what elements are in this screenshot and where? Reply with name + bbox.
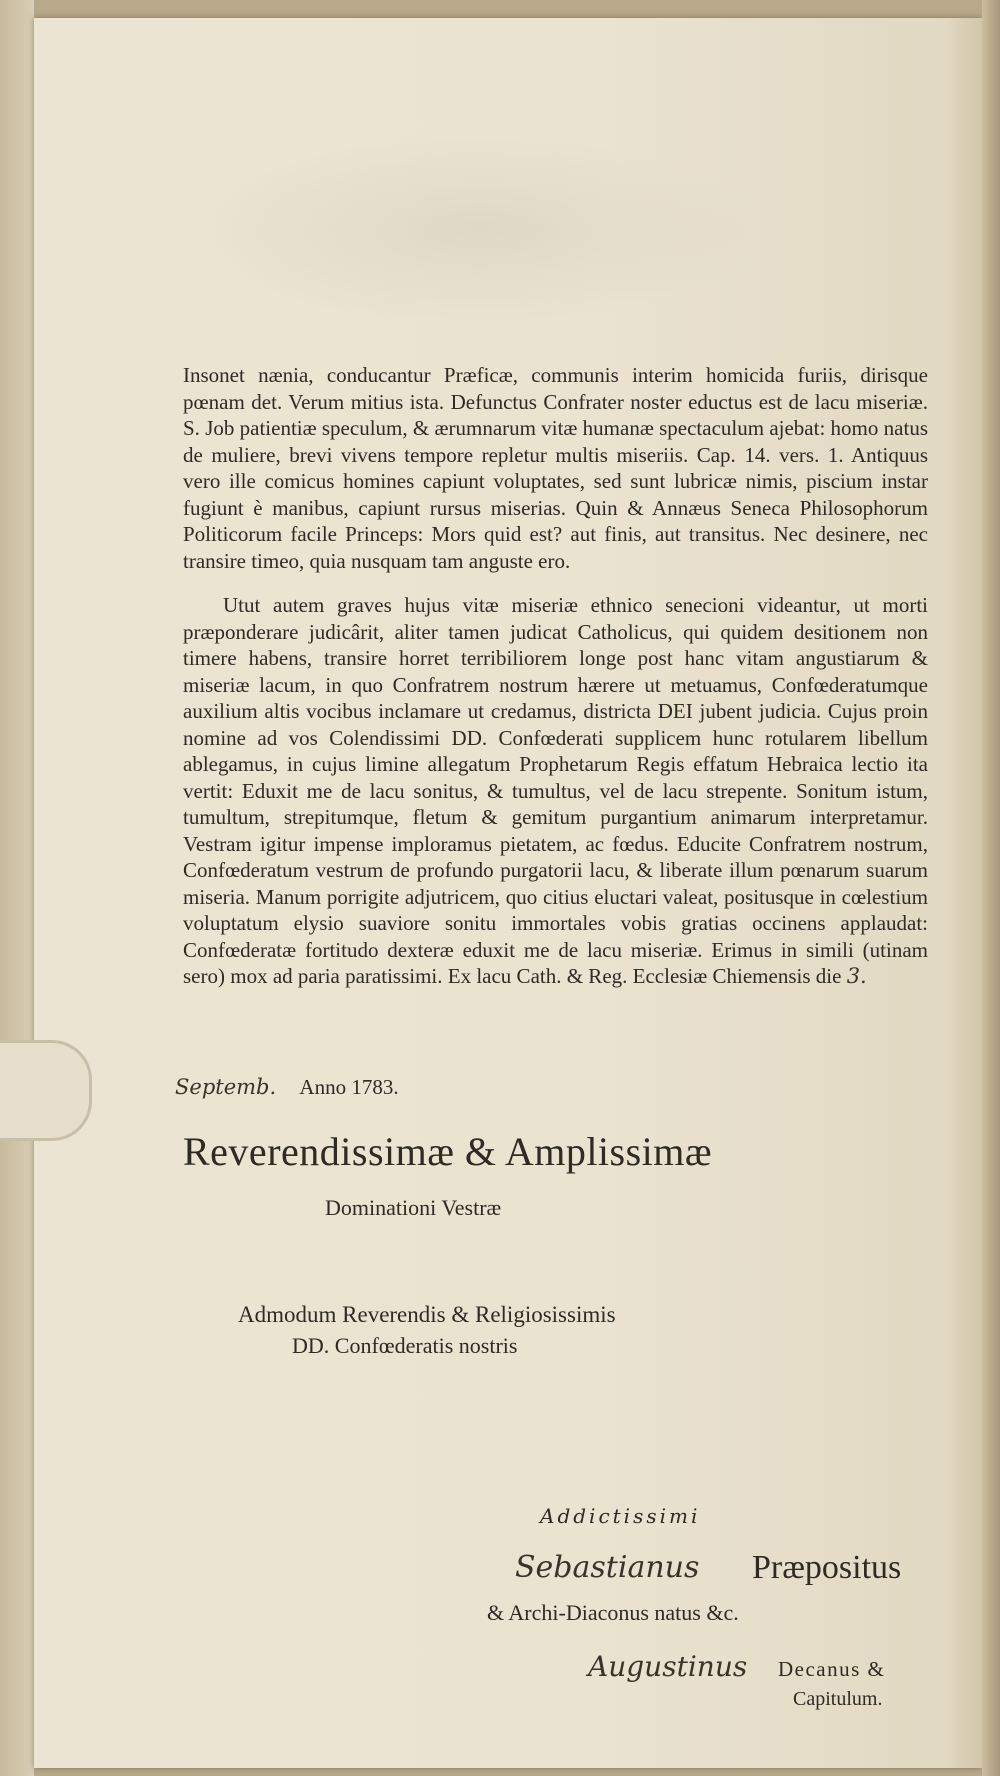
closing-dominationi: Dominationi Vestræ	[325, 1195, 502, 1220]
signature-praepositus: Præpositus	[752, 1549, 902, 1586]
signature-decanus: Decanus &	[778, 1657, 886, 1681]
page-edge-right	[982, 0, 1000, 1776]
paragraph-2-text: Utut autem graves hujus vitæ miseriæ ethnico senecioni videantur, ut morti præponderare judicârit, aliter tamen judicat Catholicus, qui quidem desitionem non timere habens, transire horret terribiliorem longe post hanc vitam angustiarum & miseriæ lacum, in quo Confratrem nostrum hærere ut metuamus, Confœderatumque auxilium altis vocibus inclamare ut credamus, districta DEI jubent judicia. Cujus proin nomine ad vos Colendissimi DD. Confœderati supplicem hunc rotularem libellum ablegamus, in cujus limine allegatum Prophetarum Regis effatum Hebraica lectio ita vertit: Eduxit me de lacu sonitus, & tumultus, vel de lacu strepente. Sonitum istum, tumultum, strepitumque, fletum & gemitum purgantium animarum interpretamur. Vestram igitur impense imploramus pietatem, ac fœdus. Educite Confratrem nostrum, Confœderatum vestrum de profundo purgatorii lacu, & liberate illum pœnarum suarum miseria. Manum porrigite adjutricem, quo citius eluctari valeat, positusque in cœlestium voluptatum elysio suaviore sonitu immortales vobis gratias occinens applaudat: Confœderatæ fortitudo dexteræ eduxit me de lacu miseriæ. Erimus in simili (utinam sero) mox ad paria paratissimi. Ex lacu Cath. & Reg. Ecclesiæ Chiemensis die	[183, 593, 928, 988]
signature-capitulum: Capitulum.	[793, 1688, 883, 1710]
date-day: 3.	[846, 964, 867, 988]
signature-addictissimi: Addictissimi	[540, 1504, 701, 1528]
paragraph-2	[183, 592, 928, 990]
address-line-1: Admodum Reverendis & Religiosissimis	[238, 1302, 616, 1327]
signature-augustinus: Augustinus	[588, 1650, 748, 1683]
scan-background-left	[0, 0, 34, 1776]
signature-archidiaconus: & Archi-Diaconus natus &c.	[487, 1600, 739, 1625]
date-year: Anno 1783.	[299, 1075, 399, 1099]
address-line-2: DD. Confœderatis nostris	[292, 1333, 518, 1358]
closing-salutation: Reverendissimæ & Amplissimæ	[183, 1129, 713, 1174]
signature-sebastianus: Sebastianus	[515, 1550, 700, 1585]
date-month: Septemb.	[175, 1075, 277, 1099]
body-text	[183, 362, 928, 990]
binding-tab	[0, 1040, 92, 1141]
paragraph-1: Insonet nænia, conducantur Præficæ, communis interim homicida furiis, dirisque pœnam det. Verum mitius ista. Defunctus Confrater noster eductus est de lacu miseriæ. S. Job patientiæ speculum, & ærumnarum vitæ humanæ spectaculum ajebat: homo natus de muliere, brevi vivens tempore repletur multis miseriis. Cap. 14. vers. 1. Antiquus vero ille comicus homines capiunt voluptates, sed sunt lubricæ nimis, piscium instar fugiunt è manibus, capiunt rursus miserias. Quin & Annæus Seneca Philosophorum Politicorum facile Princeps: Mors quid est? aut finis, aut transitus. Nec desinere, nec transire timeo, quia nusquam tam anguste ero.	[183, 363, 928, 573]
date-line	[175, 1075, 399, 1100]
watermark-image	[200, 135, 760, 325]
